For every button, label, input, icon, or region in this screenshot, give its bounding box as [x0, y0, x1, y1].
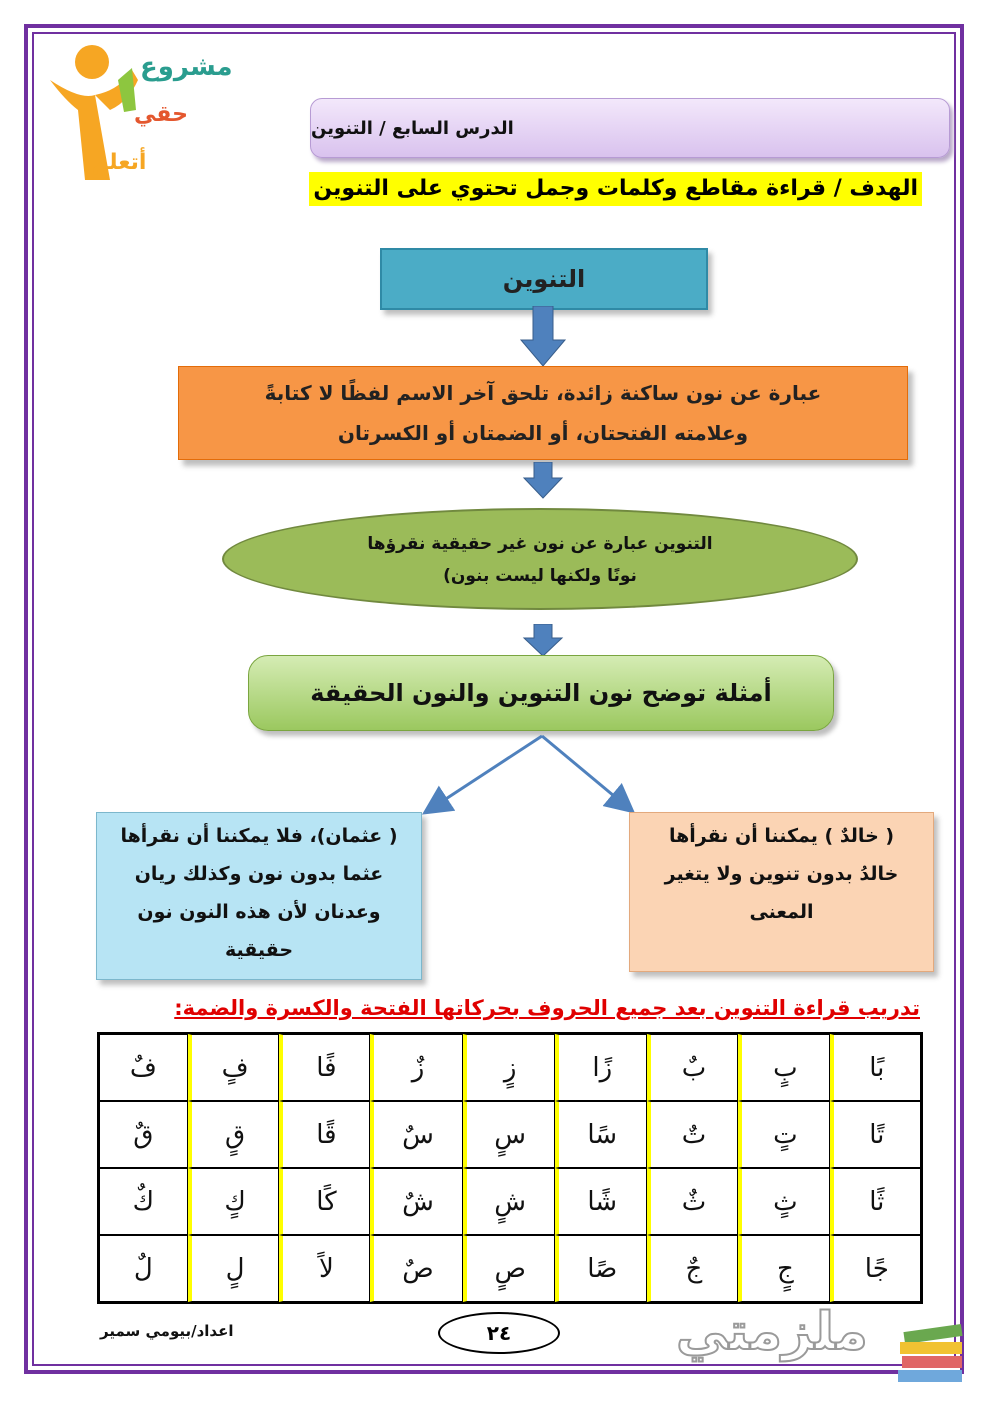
letter-cell: ثٌ: [647, 1168, 738, 1235]
definition-line-1: عبارة عن نون ساكنة زائدة، تلحق آخر الاسم لفظًا لا كتابةً: [264, 381, 822, 405]
letter-cell: زٌ: [370, 1034, 462, 1101]
letter-cell: صًا: [555, 1235, 647, 1302]
page-number: [438, 1312, 560, 1354]
letter-cell: قًا: [279, 1101, 370, 1168]
tanween-letters-table: [97, 1032, 923, 1304]
letter-cell: لاً: [279, 1235, 370, 1302]
watermark-logo: [668, 1290, 978, 1390]
letter-cell: بًا: [830, 1034, 921, 1101]
letter-cell: فٍ: [188, 1034, 280, 1101]
letter-cell: كٌ: [99, 1168, 188, 1235]
down-arrow-icon: [519, 306, 567, 368]
definition-box: [178, 366, 908, 460]
topic-title-box: [380, 248, 708, 310]
letter-cell: تًا: [830, 1101, 921, 1168]
lesson-goal: الهدف / قراءة مقاطع وكلمات وجمل تحتوي على التنوين: [309, 172, 922, 206]
letter-cell: جٍ: [738, 1235, 829, 1302]
letter-cell: قٍ: [188, 1101, 280, 1168]
example-left-line-4: حقيقية: [224, 939, 294, 961]
letter-cell: قٌ: [99, 1101, 188, 1168]
letter-cell: شٌ: [370, 1168, 462, 1235]
drill-title: تدريب قراءة التنوين بعد جميع الحروف بحركاتها الفتحة والكسرة والضمة:: [174, 996, 920, 1020]
table-row: [99, 1101, 921, 1168]
examples-title-box: [248, 655, 834, 731]
logo-text-1: مشروع: [140, 52, 233, 82]
explanation-line-2: نونًا ولكنها ليست بنون): [443, 566, 637, 586]
letter-cell: لٌ: [99, 1235, 188, 1302]
letter-cell: زٍ: [463, 1034, 555, 1101]
example-right-line-1: ( خالدٌ ) يمكننا أن نقرأها: [668, 825, 895, 847]
letter-cell: بٌ: [647, 1034, 738, 1101]
letter-cell: صٍ: [463, 1235, 555, 1302]
letter-cell: فٌ: [99, 1034, 188, 1101]
letter-cell: سٌ: [370, 1101, 462, 1168]
letter-cell: صٌ: [370, 1235, 462, 1302]
logo-text-3: أتعلم: [92, 150, 147, 175]
letter-cell: فًا: [279, 1034, 370, 1101]
letter-cell: كٍ: [188, 1168, 280, 1235]
example-left-line-3: وعدنان لأن هذه النون نون: [137, 901, 381, 923]
letter-cell: تٍ: [738, 1101, 829, 1168]
example-tanween-box: [629, 812, 934, 972]
explanation-ellipse: [222, 508, 858, 610]
letter-cell: شٍ: [463, 1168, 555, 1235]
letter-cell: جٌ: [647, 1235, 738, 1302]
letter-cell: لٍ: [188, 1235, 280, 1302]
letter-cell: كًا: [279, 1168, 370, 1235]
letter-cell: ثٍ: [738, 1168, 829, 1235]
topic-title: التنوين: [502, 265, 586, 293]
author-credit: اعداد/بيومي سمير: [100, 1322, 234, 1340]
table-row: [99, 1168, 921, 1235]
page-number-value: ٢٤: [486, 1321, 512, 1345]
lesson-header: [310, 98, 950, 158]
letter-cell: سٍ: [463, 1101, 555, 1168]
example-left-line-2: عثما بدون نون وكذلك ريان: [134, 863, 384, 885]
letter-cell: بٍ: [738, 1034, 829, 1101]
example-left-line-1: ( عثمان)، فلا يمكننا أن نقرأها: [120, 825, 398, 847]
letter-cell: شًا: [555, 1168, 647, 1235]
definition-line-2: وعلامته الفتحتان، أو الضمتان أو الكسرتان: [337, 421, 749, 445]
example-right-line-3: المعنى: [749, 901, 814, 923]
letter-cell: تٌ: [647, 1101, 738, 1168]
down-arrow-icon: [522, 624, 564, 658]
down-arrow-icon: [522, 462, 564, 500]
table-row: [99, 1034, 921, 1101]
explanation-line-1: التنوين عبارة عن نون غير حقيقية نقرؤها: [367, 534, 713, 554]
letter-cell: سًا: [555, 1101, 647, 1168]
logo-text-2: حقي: [134, 102, 188, 127]
branch-arrows-icon: [420, 730, 640, 820]
project-logo: [40, 40, 233, 190]
watermark-text: ملزمتي: [676, 1302, 868, 1362]
letter-cell: زًا: [555, 1034, 647, 1101]
example-right-line-2: خالدُ بدون تنوين ولا يتغير: [664, 863, 899, 885]
example-real-noon-box: [96, 812, 422, 980]
letter-cell: ثًا: [830, 1168, 921, 1235]
examples-title: أمثلة توضح نون التنوين والنون الحقيقة: [310, 679, 772, 707]
lesson-title: الدرس السابع / التنوين: [311, 117, 514, 139]
letter-cell: جًا: [830, 1235, 921, 1302]
